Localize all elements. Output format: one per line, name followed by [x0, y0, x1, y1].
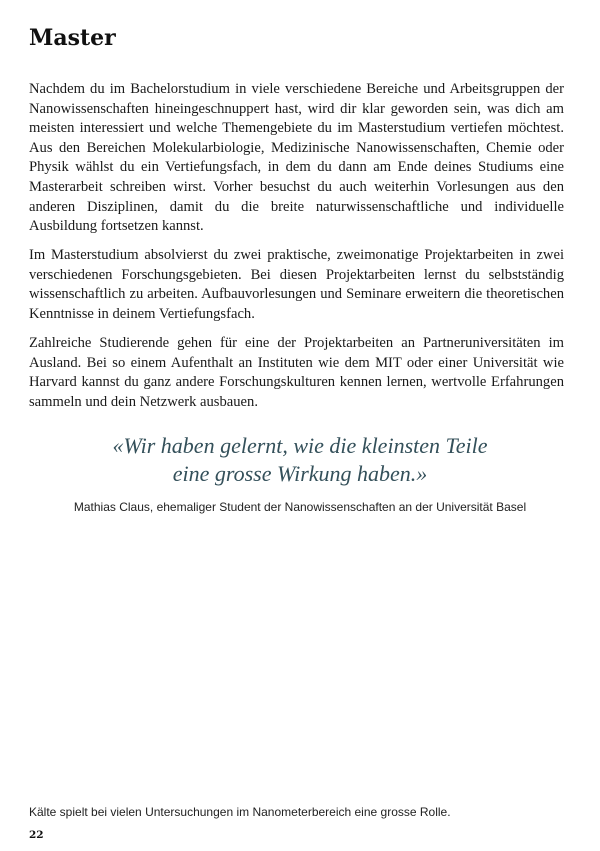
pull-quote-line-1: «Wir haben gelernt, wie die kleinsten Teile: [112, 433, 488, 458]
paragraph-intro: Nachdem du im Bachelorstudium in viele verschiedene Bereiche und Arbeitsgruppen der Nanowissenschaften hineingeschnuppert hast, wird dir klar geworden sein, was dich am meisten interessiert und welche Themengebiete du im Masterstudium vertiefen möchtest. Aus den Bereichen Molekularbiologie, Medizinische Nanowissenschaften, Chemie oder Physik wählst du ein Vertiefungsfach, in dem du dann am Ende deines Studiums eine Masterarbeit schreiben wirst. Vorher besuchst du auch weiterhin Vorlesungen aus den anderen Disziplinen, damit du die breite naturwissenschaftliche und individuelle Ausbildung fortsetzen kannst.: [29, 81, 564, 235]
page-number: 22: [29, 829, 44, 841]
paragraph-abroad: Zahlreiche Studierende gehen für eine der Projektarbeiten an Partneruniversitäten im Ausland. Bei so einem Aufenthalt an Instituten wie dem MIT oder einer Universität wie Harvard kannst du ganz andere Forschungskulturen kennen lernen, wertvolle Erfahrungen sammeln und dein Netzwerk ausbauen.: [29, 335, 564, 410]
page-title: Master: [29, 25, 116, 51]
paragraph-project-work: Im Masterstudium absolvierst du zwei praktische, zweimonatige Projektarbeiten in zwei verschiedenen Forschungsgebieten. Bei diesen Projektarbeiten lernst du selbstständig wissenschaftlich zu arbeiten. Aufbauvorlesungen und Seminare erweitern die theoretischen Kenntnisse in deinem Vertiefungsfach.: [29, 247, 564, 322]
image-caption: Kälte spielt bei vielen Untersuchungen im Nanometerbereich eine grosse Rolle.: [29, 805, 451, 819]
pull-quote-line-2: eine grosse Wirkung haben.»: [172, 461, 428, 486]
pull-quote: [0, 432, 600, 488]
quote-attribution: Mathias Claus, ehemaliger Student der Nanowissenschaften an der Universität Basel: [73, 500, 527, 514]
